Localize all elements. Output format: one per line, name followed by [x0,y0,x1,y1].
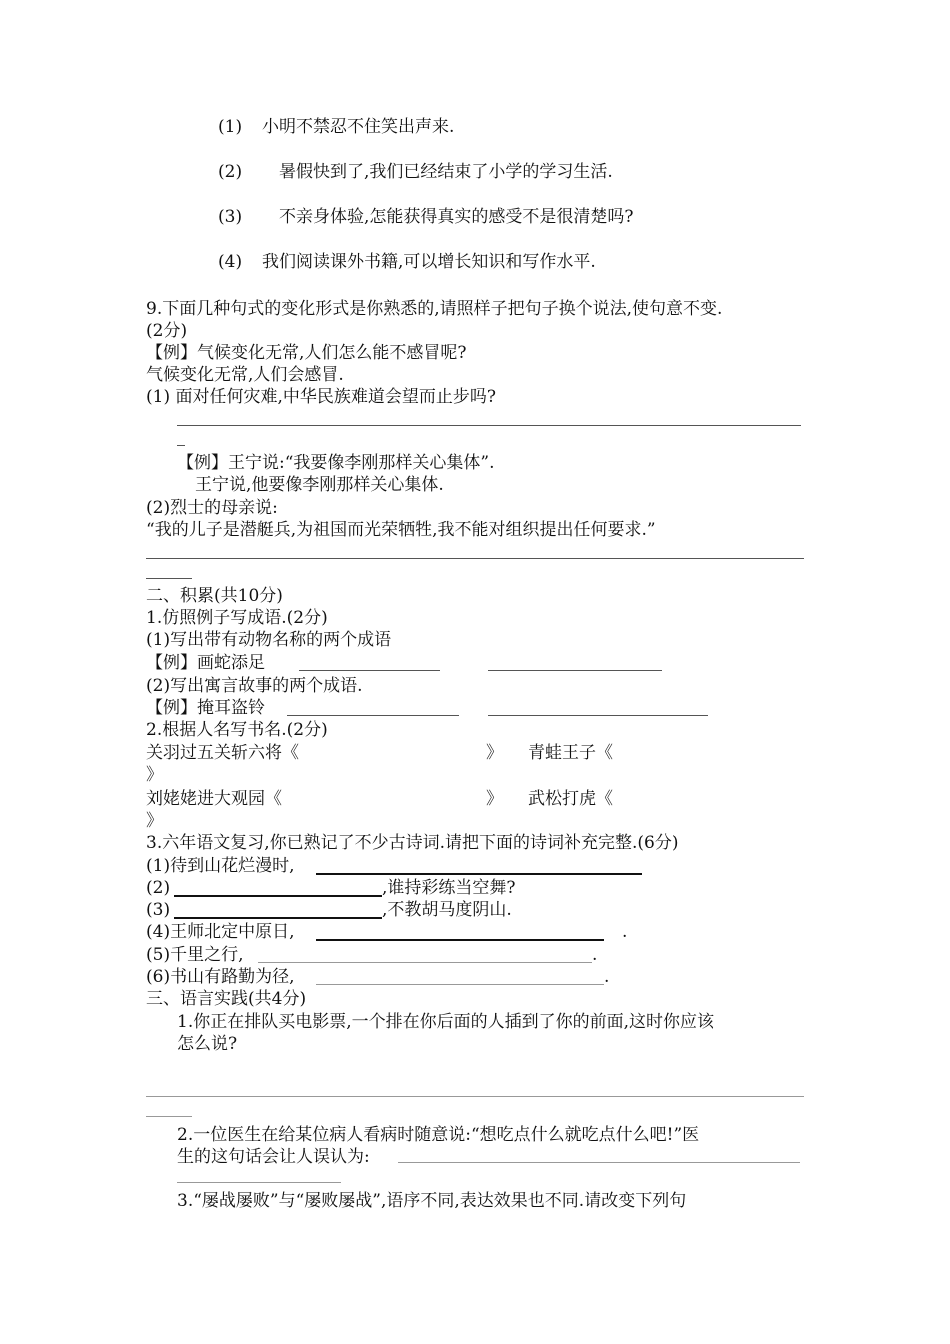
s3-q1-answer-line-tail [146,1116,192,1117]
s2-q3-item4: (4)王师北定中原日, [146,922,295,942]
s2-q1-a-blank-1[interactable] [299,670,440,671]
section2-title: 二、积累(共10分) [146,586,283,606]
q9-item2-answer-line[interactable] [146,558,804,559]
s2-q3-item6: (6)书山有路勤为径, [146,967,295,987]
item-text: 不亲身体验,怎能获得真实的感受不是很清楚吗? [279,207,634,227]
q9-item2-quote: “我的儿子是潜艇兵,为祖国而光荣牺牲,我不能对组织提出任何要求.” [146,520,656,540]
item-text: 我们阅读课外书籍,可以增长知识和写作水平. [262,252,596,272]
q9-title: 9.下面几种句式的变化形式是你熟悉的,请照样子把句子换个说法,使句意不变. [146,299,723,319]
s2-q2-row1-left: 关羽过五关斩六将《 [146,743,299,763]
s2-q3-item5-blank[interactable] [258,962,592,963]
s2-q2-row2-right: 武松打虎《 [528,789,613,809]
q9-score: (2分) [146,321,188,341]
item-text: 小明不禁忍不住笑出声来. [262,117,455,137]
s2-q1-b: (2)写出寓言故事的两个成语. [146,676,363,696]
s2-q3-item6-blank[interactable] [316,984,604,985]
q8-item-1 [218,116,454,138]
item-text: 暑假快到了,我们已经结束了小学的学习生活. [279,162,613,182]
q9-item1: (1) 面对任何灾难,中华民族难道会望而止步吗? [146,387,497,407]
s2-q3-item6-end: . [604,967,610,987]
s2-q3-item2-text: ,谁持彩练当空舞? [382,878,516,898]
s2-q1-a: (1)写出带有动物名称的两个成语 [146,630,392,650]
s2-q1-a-blank-2[interactable] [488,670,662,671]
q9-item1-answer-line[interactable] [177,425,801,426]
s2-q3-item3-num: (3) [146,900,171,920]
s2-q1-b-blank-1[interactable] [287,715,459,716]
s2-q3-item1: (1)待到山花烂漫时, [146,856,295,876]
s3-q1-line1: 1.你正在排队买电影票,一个排在你后面的人插到了你的前面,这时你应该 [177,1012,715,1032]
s2-q1: 1.仿照例子写成语.(2分) [146,608,328,628]
s2-q3-item3-text: ,不教胡马度阴山. [382,900,512,920]
item-number: (3) [218,207,243,227]
s2-q1-a-example: 【例】画蛇添足 [146,653,265,673]
s2-q3-item4-blank[interactable] [316,939,604,941]
s2-q2-row2-left: 刘姥姥进大观园《 [146,789,282,809]
s3-q2-answer-line-tail [177,1182,341,1183]
s2-q3-item2-blank[interactable] [174,895,382,897]
q9-example2-answer: 王宁说,他要像李刚那样关心集体. [195,475,444,495]
s3-q1-line2: 怎么说? [177,1034,238,1054]
q9-item2-answer-line-tail [146,578,192,579]
s2-q1-b-example: 【例】掩耳盗铃 [146,698,265,718]
s2-q3-item4-end: . [622,922,628,942]
s3-q2-answer-line[interactable] [398,1162,800,1163]
s2-q3-item5-end: . [592,945,598,965]
q9-item1-answer-line-tail [177,445,185,446]
s2-q2-row2-mid: 》 [486,789,503,809]
s2-q1-b-blank-2[interactable] [488,715,708,716]
s2-q3-item5: (5)千里之行, [146,945,244,965]
s2-q2-row1-mid: 》 [486,743,503,763]
q9-item2: (2)烈士的母亲说: [146,498,278,518]
q8-item-2 [218,161,613,183]
q9-example2: 【例】王宁说:“我要像李刚那样关心集体”. [177,453,495,473]
s2-q2-row2-end: 》 [146,811,163,831]
section3-title: 三、语言实践(共4分) [146,989,307,1009]
s2-q2: 2.根据人名写书名.(2分) [146,720,328,740]
s3-q3-line1: 3.“屡战屡败”与“屡败屡战”,语序不同,表达效果也不同.请改变下列句 [177,1191,687,1211]
q9-example1-answer: 气候变化无常,人们会感冒. [146,365,344,385]
s2-q3: 3.六年语文复习,你已熟记了不少古诗词.请把下面的诗词补充完整.(6分) [146,833,679,853]
q8-item-3 [218,206,634,228]
s2-q3-item1-blank[interactable] [316,873,642,875]
s3-q2-line1: 2.一位医生在给某位病人看病时随意说:“想吃点什么就吃点什么吧!”医 [177,1125,700,1145]
s2-q2-row1-right: 青蛙王子《 [528,743,613,763]
s2-q3-item2-num: (2) [146,878,171,898]
s2-q3-item3-blank[interactable] [174,917,382,919]
item-number: (4) [218,252,243,272]
q8-item-4 [218,251,596,273]
q9-example1: 【例】气候变化无常,人们怎么能不感冒呢? [146,343,467,363]
item-number: (1) [218,117,243,137]
s2-q2-row1-end: 》 [146,765,163,785]
s3-q2-line2: 生的这句话会让人误认为: [177,1147,370,1167]
item-number: (2) [218,162,243,182]
s3-q1-answer-line[interactable] [146,1096,804,1097]
